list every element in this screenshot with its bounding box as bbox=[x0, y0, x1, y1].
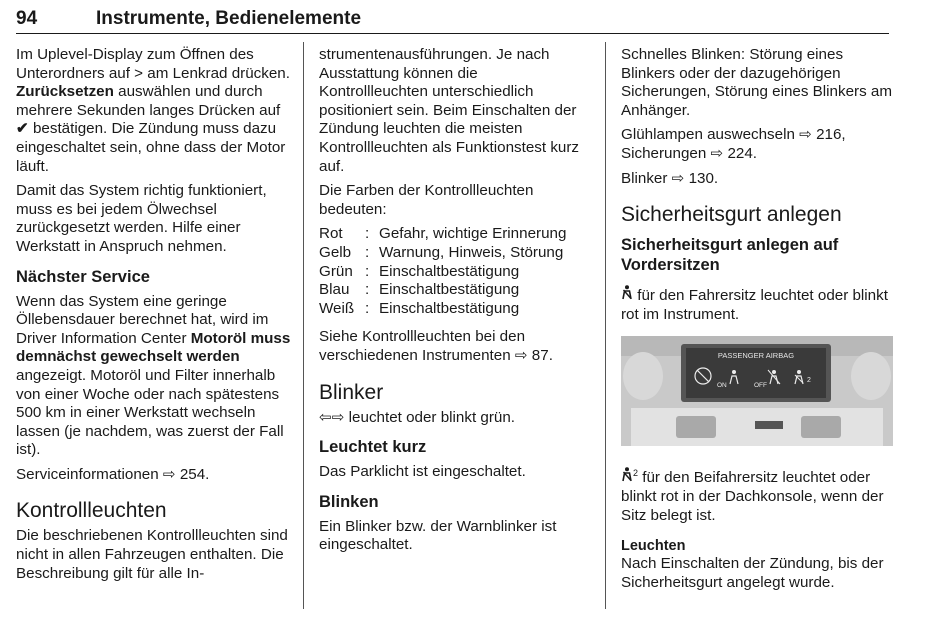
seatbelt-icon bbox=[621, 285, 633, 306]
column-middle bbox=[319, 46, 587, 561]
column-right bbox=[621, 46, 893, 598]
heading-kontrollleuchten: Kontrollleuchten bbox=[16, 499, 167, 523]
color-name: Rot bbox=[319, 225, 343, 243]
paragraph: ⇦⇨ leuchtet oder blinkt grün. bbox=[319, 408, 515, 426]
cross-reference: Serviceinformationen ⇨ 254. bbox=[16, 465, 210, 483]
paragraph: für den Fahrersitz leuchtet oder blinkt rot im Instrument. bbox=[621, 287, 888, 323]
color-name: Grün bbox=[319, 262, 353, 280]
check-icon: ✔ bbox=[16, 120, 29, 138]
heading-vordersitze: Sicherheitsgurt anlegen auf Vordersitzen bbox=[621, 236, 839, 275]
cross-reference: Siehe Kontrollleuchten bei den verschiedenen Instrumenten ⇨ 87. bbox=[319, 328, 553, 364]
paragraph: Damit das System richtig funktioniert, muss es bei jedem Ölwechsel zurückgesetzt werden. Hilfe einer Werkstatt in Anspruch nehmen. bbox=[16, 182, 267, 255]
heading-blinken: Blinken bbox=[319, 492, 379, 511]
color-meaning: Einschaltbestätigung bbox=[379, 281, 520, 299]
color-name: Blau bbox=[319, 281, 350, 299]
message-term: Motoröl muss demnächst gewechselt werden bbox=[16, 329, 291, 366]
column-divider bbox=[605, 42, 606, 609]
cross-reference: Glühlampen auswechseln ⇨ 216, Sicherungen ⇨ 224. bbox=[621, 126, 846, 162]
panel-off-label: OFF bbox=[754, 382, 767, 390]
color-meaning: Gefahr, wichtige Erinnerung bbox=[379, 225, 567, 243]
panel-label: PASSENGER AIRBAG bbox=[717, 351, 795, 361]
color-meaning: Einschaltbestätigung bbox=[379, 262, 520, 280]
page-number: 94 bbox=[16, 8, 38, 29]
column-left bbox=[16, 46, 294, 589]
heading-sicherheitsgurt: Sicherheitsgurt anlegen bbox=[621, 203, 842, 227]
color-name: Gelb bbox=[319, 243, 352, 261]
paragraph: Schnelles Blinken: Störung eines Blinkers oder der dazugehörigen Sicherungen, Störung eines Blinkers am Anhänger. bbox=[621, 46, 892, 119]
column-divider bbox=[303, 42, 304, 609]
color-meaning: Einschaltbestätigung bbox=[379, 299, 520, 317]
page-title: Instrumente, Bedienelemente bbox=[96, 8, 362, 29]
paragraph: Die beschriebenen Kontrollleuchten sind nicht in allen Fahrzeugen enthalten. Die Beschreibung gilt für alle In- bbox=[16, 527, 288, 582]
panel-seat-number: 2 bbox=[807, 377, 811, 385]
color-name: Weiß bbox=[319, 299, 355, 317]
paragraph: Im Uplevel-Display zum Öffnen des Unterordners auf > am Lenkrad drücken. Zurücksetzen auswählen und durch mehrere Sekunden langes Drücken auf ✔ bestätigen. Die Zündung muss dazu eingeschaltet sein, ohne dass der Motor läuft. bbox=[16, 46, 290, 175]
passenger-seatbelt-icon bbox=[621, 467, 633, 488]
heading-leuchten: Leuchten bbox=[621, 538, 686, 555]
heading-naechster-service: Nächster Service bbox=[16, 267, 150, 286]
paragraph: Nach Einschalten der Zündung, bis der Sicherheitsgurt angelegt wurde. bbox=[621, 555, 884, 591]
roof-console-image bbox=[621, 336, 893, 446]
paragraph: strumentenausführungen. Je nach Ausstattung können die Kontrollleuchten unterschiedlich positioniert sein. Beim Einschalten der Zündung leuchten die meisten Kontrollleuchten als Funktionstest kurz auf. bbox=[319, 46, 580, 175]
page-header bbox=[16, 6, 889, 34]
heading-blinker: Blinker bbox=[319, 380, 384, 404]
paragraph: Die Farben der Kontrollleuchten bedeuten: bbox=[319, 182, 534, 218]
cross-reference: Blinker ⇨ 130. bbox=[621, 169, 719, 187]
menu-term-reset: Zurücksetzen bbox=[16, 83, 114, 101]
color-table: Rot : Gefahr, wichtige Erinnerung Gelb : Warnung, Hinweis, Störung Grün : Einschaltbestätigung Blau : Einschaltbestätigung Weiß : Einschaltbestätigung bbox=[319, 225, 587, 318]
heading-leuchtet-kurz: Leuchtet kurz bbox=[319, 438, 427, 457]
paragraph: $^2$ für den Beifahrersitz leuchtet oder blinkt rot in der Dachkonsole, wenn der Sitz belegt ist. bbox=[621, 468, 884, 524]
paragraph: Wenn das System eine geringe Öllebensdauer berechnet hat, wird im Driver Information Center Motoröl muss demnächst gewechselt werden angezeigt. Motoröl und Filter innerhalb von einer Woche oder nach spätestens 500 km in einer Werkstatt wechseln lassen (je nachdem, was zuerst der Fall ist). bbox=[16, 292, 291, 459]
panel-on-label: ON bbox=[717, 382, 727, 390]
turn-signal-icon: ⇦⇨ bbox=[319, 408, 345, 426]
paragraph: Das Parklicht ist eingeschaltet. bbox=[319, 463, 526, 481]
paragraph: Ein Blinker bzw. der Warnblinker ist eingeschaltet. bbox=[319, 517, 557, 554]
color-meaning: Warnung, Hinweis, Störung bbox=[379, 243, 564, 261]
